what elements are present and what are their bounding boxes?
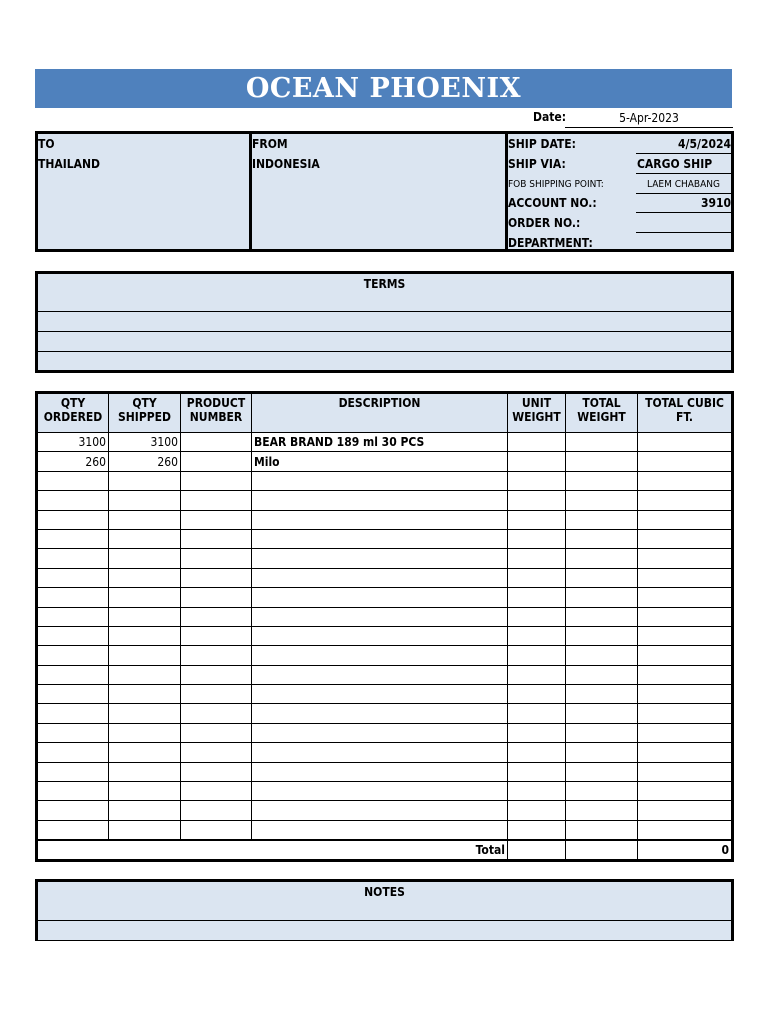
table-row <box>37 801 733 820</box>
cell-total-cubic[interactable] <box>638 801 733 820</box>
items-table <box>35 391 734 862</box>
cell-total-cubic[interactable] <box>638 665 733 684</box>
cell-unit-weight[interactable] <box>508 646 566 665</box>
cell-unit-weight[interactable] <box>508 568 566 587</box>
cell-qty-ordered[interactable] <box>37 549 109 568</box>
cell-total-weight[interactable] <box>566 452 638 471</box>
cell-total-cubic[interactable] <box>638 549 733 568</box>
fob-point-label: FOB SHIPPING POINT: <box>508 179 604 190</box>
total-row <box>37 840 733 861</box>
cell-description[interactable] <box>252 568 508 587</box>
cell-total-cubic[interactable] <box>638 762 733 781</box>
table-row <box>37 549 733 568</box>
cell-qty-shipped[interactable] <box>109 588 181 607</box>
table-row <box>37 782 733 801</box>
cell-qty-shipped[interactable] <box>109 723 181 742</box>
date-label: Date: <box>533 110 567 124</box>
cell-unit-weight[interactable] <box>508 549 566 568</box>
cell-unit-weight[interactable] <box>508 762 566 781</box>
cell-unit-weight[interactable] <box>508 685 566 704</box>
cell-description[interactable] <box>252 607 508 626</box>
cell-total-weight[interactable] <box>566 820 638 839</box>
header-block <box>35 131 734 252</box>
cell-qty-shipped[interactable] <box>109 529 181 548</box>
col-header-total-weight: TOTAL WEIGHT <box>566 393 638 433</box>
cell-total-weight[interactable] <box>566 646 638 665</box>
cell-total-cubic[interactable] <box>638 782 733 801</box>
cell-total-weight[interactable] <box>566 782 638 801</box>
table-row <box>37 607 733 626</box>
table-row <box>37 588 733 607</box>
cell-total-weight[interactable] <box>566 510 638 529</box>
cell-total-weight[interactable] <box>566 704 638 723</box>
cell-product-number[interactable] <box>181 607 252 626</box>
cell-unit-weight[interactable] <box>508 471 566 490</box>
cell-qty-shipped[interactable] <box>109 820 181 839</box>
cell-product-number[interactable] <box>181 433 252 452</box>
ship-date-row <box>508 135 731 155</box>
cell-description[interactable] <box>252 665 508 684</box>
cell-description[interactable] <box>252 723 508 742</box>
items-body <box>37 433 733 840</box>
ship-via-row <box>508 155 731 175</box>
cell-description[interactable] <box>252 704 508 723</box>
cell-product-number[interactable] <box>181 743 252 762</box>
cell-description[interactable] <box>252 510 508 529</box>
cell-unit-weight[interactable] <box>508 607 566 626</box>
col-header-qty-ordered: QTY ORDERED <box>37 393 109 433</box>
cell-unit-weight[interactable] <box>508 665 566 684</box>
cell-description[interactable] <box>252 529 508 548</box>
cell-total-weight[interactable] <box>566 626 638 645</box>
cell-product-number[interactable] <box>181 723 252 742</box>
table-row <box>37 743 733 762</box>
cell-qty-shipped[interactable] <box>109 665 181 684</box>
notes-line-1[interactable] <box>38 921 731 941</box>
to-label: TO <box>38 137 55 151</box>
cell-qty-shipped[interactable] <box>109 607 181 626</box>
ship-date-value[interactable]: 4/5/2024 <box>636 135 731 154</box>
cell-description[interactable] <box>252 762 508 781</box>
cell-total-weight[interactable] <box>566 471 638 490</box>
cell-total-cubic[interactable] <box>638 704 733 723</box>
cell-product-number[interactable] <box>181 491 252 510</box>
cell-description[interactable] <box>252 491 508 510</box>
cell-qty-shipped[interactable] <box>109 704 181 723</box>
total-weight-value[interactable] <box>566 840 638 861</box>
cell-unit-weight[interactable] <box>508 491 566 510</box>
cell-qty-ordered[interactable] <box>37 801 109 820</box>
cell-total-cubic[interactable] <box>638 452 733 471</box>
terms-line-2[interactable] <box>38 332 731 352</box>
col-header-product-number: PRODUCT NUMBER <box>181 393 252 433</box>
cell-total-cubic[interactable] <box>638 433 733 452</box>
department-label: DEPARTMENT: <box>508 236 593 250</box>
table-row <box>37 723 733 742</box>
cell-qty-shipped[interactable] <box>109 626 181 645</box>
cell-qty-shipped[interactable] <box>109 549 181 568</box>
cell-qty-shipped[interactable] <box>109 782 181 801</box>
ship-via-label: SHIP VIA: <box>508 157 566 171</box>
cell-qty-shipped[interactable] <box>109 685 181 704</box>
table-row <box>37 665 733 684</box>
cell-total-cubic[interactable] <box>638 685 733 704</box>
cell-unit-weight[interactable] <box>508 452 566 471</box>
cell-qty-shipped[interactable] <box>109 762 181 781</box>
cell-total-weight[interactable] <box>566 588 638 607</box>
cell-qty-ordered[interactable] <box>37 588 109 607</box>
notes-block <box>35 879 734 941</box>
document-title: OCEAN PHOENIX <box>245 73 522 104</box>
cell-total-weight[interactable] <box>566 529 638 548</box>
fob-point-row <box>508 175 731 195</box>
cell-unit-weight[interactable] <box>508 588 566 607</box>
cell-total-cubic[interactable] <box>638 607 733 626</box>
cell-qty-shipped[interactable] <box>109 568 181 587</box>
cell-qty-ordered[interactable] <box>37 665 109 684</box>
cell-total-weight[interactable] <box>566 549 638 568</box>
cell-total-cubic[interactable] <box>638 588 733 607</box>
total-label: Total <box>37 840 508 861</box>
cell-qty-ordered[interactable] <box>37 782 109 801</box>
order-no-value[interactable] <box>636 214 731 233</box>
cell-product-number[interactable] <box>181 782 252 801</box>
cell-qty-shipped[interactable] <box>109 491 181 510</box>
table-row <box>37 471 733 490</box>
title-banner <box>35 69 732 108</box>
to-value[interactable]: THAILAND <box>38 157 101 171</box>
cell-unit-weight[interactable] <box>508 433 566 452</box>
cell-description[interactable] <box>252 801 508 820</box>
table-row <box>37 762 733 781</box>
cell-product-number[interactable] <box>181 665 252 684</box>
terms-line-1[interactable] <box>38 312 731 332</box>
cell-total-weight[interactable] <box>566 491 638 510</box>
cell-total-cubic[interactable] <box>638 743 733 762</box>
cell-qty-shipped[interactable] <box>109 510 181 529</box>
cell-product-number[interactable] <box>181 568 252 587</box>
cell-total-cubic[interactable] <box>638 646 733 665</box>
cell-qty-ordered[interactable] <box>37 607 109 626</box>
total-cubic-value[interactable]: 0 <box>638 840 733 861</box>
cell-description[interactable] <box>252 626 508 645</box>
table-row <box>37 704 733 723</box>
table-row <box>37 646 733 665</box>
table-row <box>37 491 733 510</box>
cell-total-weight[interactable] <box>566 801 638 820</box>
col-header-description: DESCRIPTION <box>252 393 508 433</box>
cell-total-cubic[interactable] <box>638 820 733 839</box>
cell-product-number[interactable] <box>181 452 252 471</box>
cell-description[interactable] <box>252 820 508 839</box>
notes-heading: NOTES <box>38 882 731 921</box>
cell-description[interactable] <box>252 743 508 762</box>
table-row <box>37 820 733 839</box>
cell-unit-weight[interactable] <box>508 723 566 742</box>
department-row <box>508 234 731 254</box>
cell-qty-ordered[interactable]: 3100 <box>37 433 109 452</box>
cell-product-number[interactable] <box>181 510 252 529</box>
cell-qty-ordered[interactable] <box>37 529 109 548</box>
cell-qty-ordered[interactable] <box>37 471 109 490</box>
cell-qty-ordered[interactable] <box>37 568 109 587</box>
table-row <box>37 433 733 452</box>
cell-product-number[interactable] <box>181 588 252 607</box>
cell-qty-ordered[interactable] <box>37 626 109 645</box>
order-no-row <box>508 214 731 234</box>
cell-total-cubic[interactable] <box>638 568 733 587</box>
cell-qty-ordered[interactable] <box>37 723 109 742</box>
fob-point-value[interactable]: LAEM CHABANG <box>636 175 731 194</box>
cell-qty-shipped[interactable] <box>109 646 181 665</box>
cell-qty-ordered[interactable] <box>37 762 109 781</box>
cell-product-number[interactable] <box>181 762 252 781</box>
table-row <box>37 626 733 645</box>
cell-product-number[interactable] <box>181 626 252 645</box>
cell-unit-weight[interactable] <box>508 529 566 548</box>
date-value[interactable]: 5-Apr-2023 <box>565 109 733 128</box>
col-header-unit-weight: UNIT WEIGHT <box>508 393 566 433</box>
cell-total-weight[interactable] <box>566 743 638 762</box>
cell-qty-ordered[interactable] <box>37 743 109 762</box>
order-no-label: ORDER NO.: <box>508 216 581 230</box>
cell-qty-ordered[interactable] <box>37 646 109 665</box>
cell-description[interactable]: BEAR BRAND 189 ml 30 PCS <box>252 433 508 452</box>
cell-qty-shipped[interactable] <box>109 743 181 762</box>
table-row <box>37 685 733 704</box>
cell-qty-shipped[interactable] <box>109 801 181 820</box>
col-header-total-cubic: TOTAL CUBIC FT. <box>638 393 733 433</box>
cell-total-weight[interactable] <box>566 607 638 626</box>
cell-total-weight[interactable] <box>566 723 638 742</box>
table-row <box>37 510 733 529</box>
cell-qty-ordered[interactable] <box>37 820 109 839</box>
total-spacer <box>508 840 566 861</box>
cell-qty-shipped[interactable]: 260 <box>109 452 181 471</box>
cell-description[interactable]: Milo <box>252 452 508 471</box>
cell-total-cubic[interactable] <box>638 723 733 742</box>
account-no-row <box>508 194 731 214</box>
cell-description[interactable] <box>252 471 508 490</box>
to-section <box>38 134 252 249</box>
cell-description[interactable] <box>252 549 508 568</box>
shipping-section <box>508 134 731 249</box>
cell-unit-weight[interactable] <box>508 510 566 529</box>
ship-via-value[interactable]: CARGO SHIP <box>636 155 731 174</box>
cell-total-cubic[interactable] <box>638 491 733 510</box>
cell-description[interactable] <box>252 782 508 801</box>
cell-total-cubic[interactable] <box>638 626 733 645</box>
from-label: FROM <box>252 137 288 151</box>
cell-total-cubic[interactable] <box>638 471 733 490</box>
cell-qty-ordered[interactable] <box>37 491 109 510</box>
account-no-value[interactable]: 3910 <box>636 194 731 213</box>
cell-qty-ordered[interactable] <box>37 510 109 529</box>
cell-product-number[interactable] <box>181 529 252 548</box>
terms-line-3[interactable] <box>38 352 731 372</box>
cell-total-weight[interactable] <box>566 685 638 704</box>
cell-total-cubic[interactable] <box>638 510 733 529</box>
cell-total-weight[interactable] <box>566 762 638 781</box>
cell-product-number[interactable] <box>181 685 252 704</box>
cell-product-number[interactable] <box>181 471 252 490</box>
table-row <box>37 568 733 587</box>
cell-qty-ordered[interactable] <box>37 704 109 723</box>
cell-description[interactable] <box>252 646 508 665</box>
cell-product-number[interactable] <box>181 801 252 820</box>
cell-unit-weight[interactable] <box>508 743 566 762</box>
cell-product-number[interactable] <box>181 549 252 568</box>
cell-total-weight[interactable] <box>566 433 638 452</box>
from-section <box>252 134 508 249</box>
cell-qty-shipped[interactable]: 3100 <box>109 433 181 452</box>
cell-product-number[interactable] <box>181 704 252 723</box>
terms-block <box>35 271 734 373</box>
account-no-label: ACCOUNT NO.: <box>508 196 597 210</box>
cell-product-number[interactable] <box>181 820 252 839</box>
terms-heading: TERMS <box>38 274 731 312</box>
table-row <box>37 452 733 471</box>
col-header-qty-shipped: QTY SHIPPED <box>109 393 181 433</box>
cell-total-cubic[interactable] <box>638 529 733 548</box>
items-header-row <box>37 393 733 433</box>
cell-unit-weight[interactable] <box>508 820 566 839</box>
cell-product-number[interactable] <box>181 646 252 665</box>
cell-qty-ordered[interactable]: 260 <box>37 452 109 471</box>
cell-total-weight[interactable] <box>566 665 638 684</box>
table-row <box>37 529 733 548</box>
cell-qty-ordered[interactable] <box>37 685 109 704</box>
cell-description[interactable] <box>252 685 508 704</box>
ship-date-label: SHIP DATE: <box>508 137 576 151</box>
cell-total-weight[interactable] <box>566 568 638 587</box>
cell-unit-weight[interactable] <box>508 626 566 645</box>
cell-unit-weight[interactable] <box>508 801 566 820</box>
cell-description[interactable] <box>252 588 508 607</box>
cell-unit-weight[interactable] <box>508 782 566 801</box>
from-value[interactable]: INDONESIA <box>252 157 320 171</box>
cell-unit-weight[interactable] <box>508 704 566 723</box>
cell-qty-shipped[interactable] <box>109 471 181 490</box>
